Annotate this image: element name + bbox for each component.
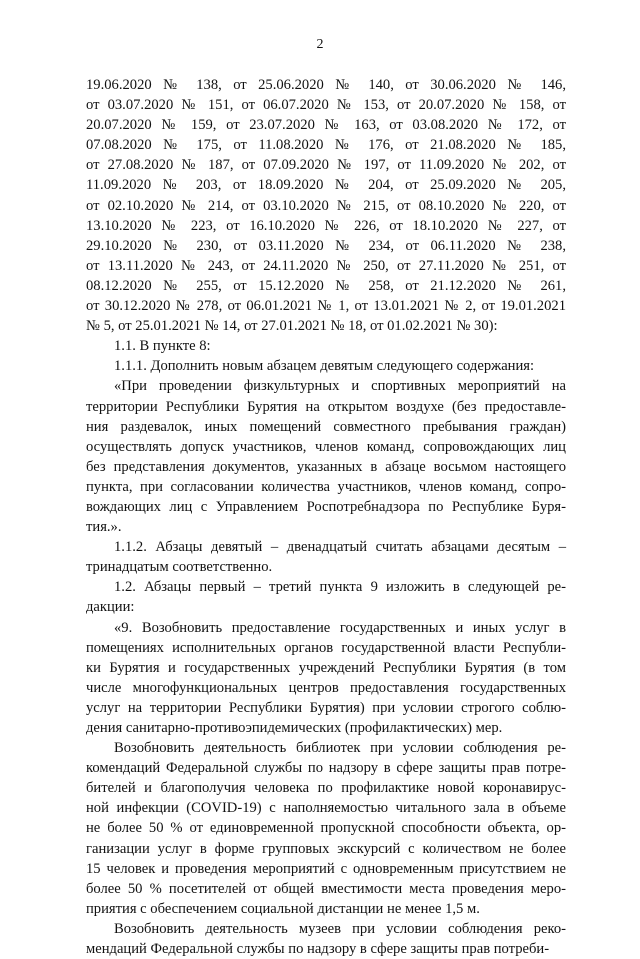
text-line: от 13.11.2020 № 243, от 24.11.2020 № 250, от 27.11.2020 № 251, от xyxy=(86,257,566,274)
text-line: без представления документов, указанных в абзаце восьмом настоящего xyxy=(86,458,566,475)
text-line: пункта, при согласовании количества участников, членов команд, сопро- xyxy=(86,478,566,495)
text-line: 29.10.2020 № 230, от 03.11.2020 № 234, от 06.11.2020 № 238, xyxy=(86,237,566,254)
text-line: Возобновить деятельность музеев при условии соблюдения реко- xyxy=(114,920,566,937)
text-line: ния раздевалок, иных помещений совместного пребывания граждан) xyxy=(86,418,566,435)
paragraph xyxy=(86,336,566,356)
paragraph xyxy=(86,376,566,537)
text-line: дакции: xyxy=(86,599,135,616)
text-line: территории Республики Бурятия на открытом воздухе (без предоставле- xyxy=(86,398,566,415)
text-line: 1.1. В пункте 8: xyxy=(114,338,211,355)
text-line: мендаций Федеральной службы по надзору в сфере защиты прав потреби- xyxy=(86,941,550,958)
text-line: ки Бурятия и государственных учреждений Республики Бурятия (в том xyxy=(86,659,566,676)
text-line: «9. Возобновить предоставление государственных и иных услуг в xyxy=(114,619,566,636)
text-line: от 03.07.2020 № 151, от 06.07.2020 № 153, от 20.07.2020 № 158, от xyxy=(86,97,566,114)
text-line: ной инфекции (COVID-19) с наполняемостью читального зала в объеме xyxy=(86,800,566,817)
text-line: 08.12.2020 № 255, от 15.12.2020 № 258, от 21.12.2020 № 261, xyxy=(86,277,566,294)
text-line: «При проведении физкультурных и спортивных мероприятий на xyxy=(114,378,566,395)
text-line: вождающих лиц с Управлением Роспотребнадзора по Республике Буря- xyxy=(86,498,566,515)
text-line: тия.». xyxy=(86,519,122,536)
text-line: 19.06.2020 № 138, от 25.06.2020 № 140, от 30.06.2020 № 146, xyxy=(86,77,566,93)
text-line: тринадцатым соответственно. xyxy=(86,559,273,576)
paragraph xyxy=(86,919,566,959)
text-line: Возобновить деятельность библиотек при условии соблюдения ре- xyxy=(114,740,566,757)
paragraph xyxy=(86,356,566,376)
text-line: бителей и благополучия человека по профилактике новой коронавирус- xyxy=(86,780,566,797)
text-line: числе многофункциональных центров предоставления государственных xyxy=(86,679,566,696)
document-body xyxy=(86,75,566,959)
paragraph xyxy=(86,738,566,919)
text-line: 15 человек и проведения мероприятий с одновременным присутствием не xyxy=(86,860,566,877)
text-line: услуг на территории Республики Бурятия) при условии строгого соблю- xyxy=(86,699,566,716)
text-line: не более 50 % от единовременной пропускной способности объекта, ор- xyxy=(86,820,566,837)
text-line: 11.09.2020 № 203, от 18.09.2020 № 204, от 25.09.2020 № 205, xyxy=(86,177,566,194)
text-line: 13.10.2020 № 223, от 16.10.2020 № 226, от 18.10.2020 № 227, от xyxy=(86,217,566,234)
paragraph xyxy=(86,618,566,739)
paragraph xyxy=(86,75,566,336)
text-line: ганизации услуг в форме групповых экскурсий с количеством не более xyxy=(86,840,566,857)
text-line: дения санитарно-противоэпидемических (профилактических) мер. xyxy=(86,720,503,736)
text-line: комендаций Федеральной службы по надзору в сфере защиты прав потре- xyxy=(86,760,566,777)
text-line: 07.08.2020 № 175, от 11.08.2020 № 176, от 21.08.2020 № 185, xyxy=(86,137,566,154)
text-line: осуществлять допуск участников, членов команд, сопровождающих лиц xyxy=(86,438,566,455)
paragraph xyxy=(86,577,566,617)
text-line: приятия с обеспечением социальной дистанции не менее 1,5 м. xyxy=(86,900,480,917)
text-line: более 50 % посетителей от общей вместимости места проведения меро- xyxy=(86,880,566,897)
text-line: 1.2. Абзацы первый – третий пункта 9 изложить в следующей ре- xyxy=(114,579,566,596)
paragraph xyxy=(86,537,566,577)
text-line: от 02.10.2020 № 214, от 03.10.2020 № 215, от 08.10.2020 № 220, от xyxy=(86,197,566,214)
text-line: 1.1.1. Дополнить новым абзацем девятым следующего содержания: xyxy=(114,358,535,375)
text-line: от 27.08.2020 № 187, от 07.09.2020 № 197, от 11.09.2020 № 202, от xyxy=(86,157,566,174)
text-line: 1.1.2. Абзацы девятый – двенадцатый считать абзацами десятым – xyxy=(114,539,566,556)
text-line: от 30.12.2020 № 278, от 06.01.2021 № 1, от 13.01.2021 № 2, от 19.01.2021 xyxy=(86,298,566,315)
text-line: № 5, от 25.01.2021 № 14, от 27.01.2021 № 18, от 01.02.2021 № 30): xyxy=(86,318,498,335)
page-number: 2 xyxy=(316,37,324,52)
text-line: помещениях исполнительных органов государственной власти Республи- xyxy=(86,639,566,656)
text-line: 20.07.2020 № 159, от 23.07.2020 № 163, от 03.08.2020 № 172, от xyxy=(86,117,566,134)
